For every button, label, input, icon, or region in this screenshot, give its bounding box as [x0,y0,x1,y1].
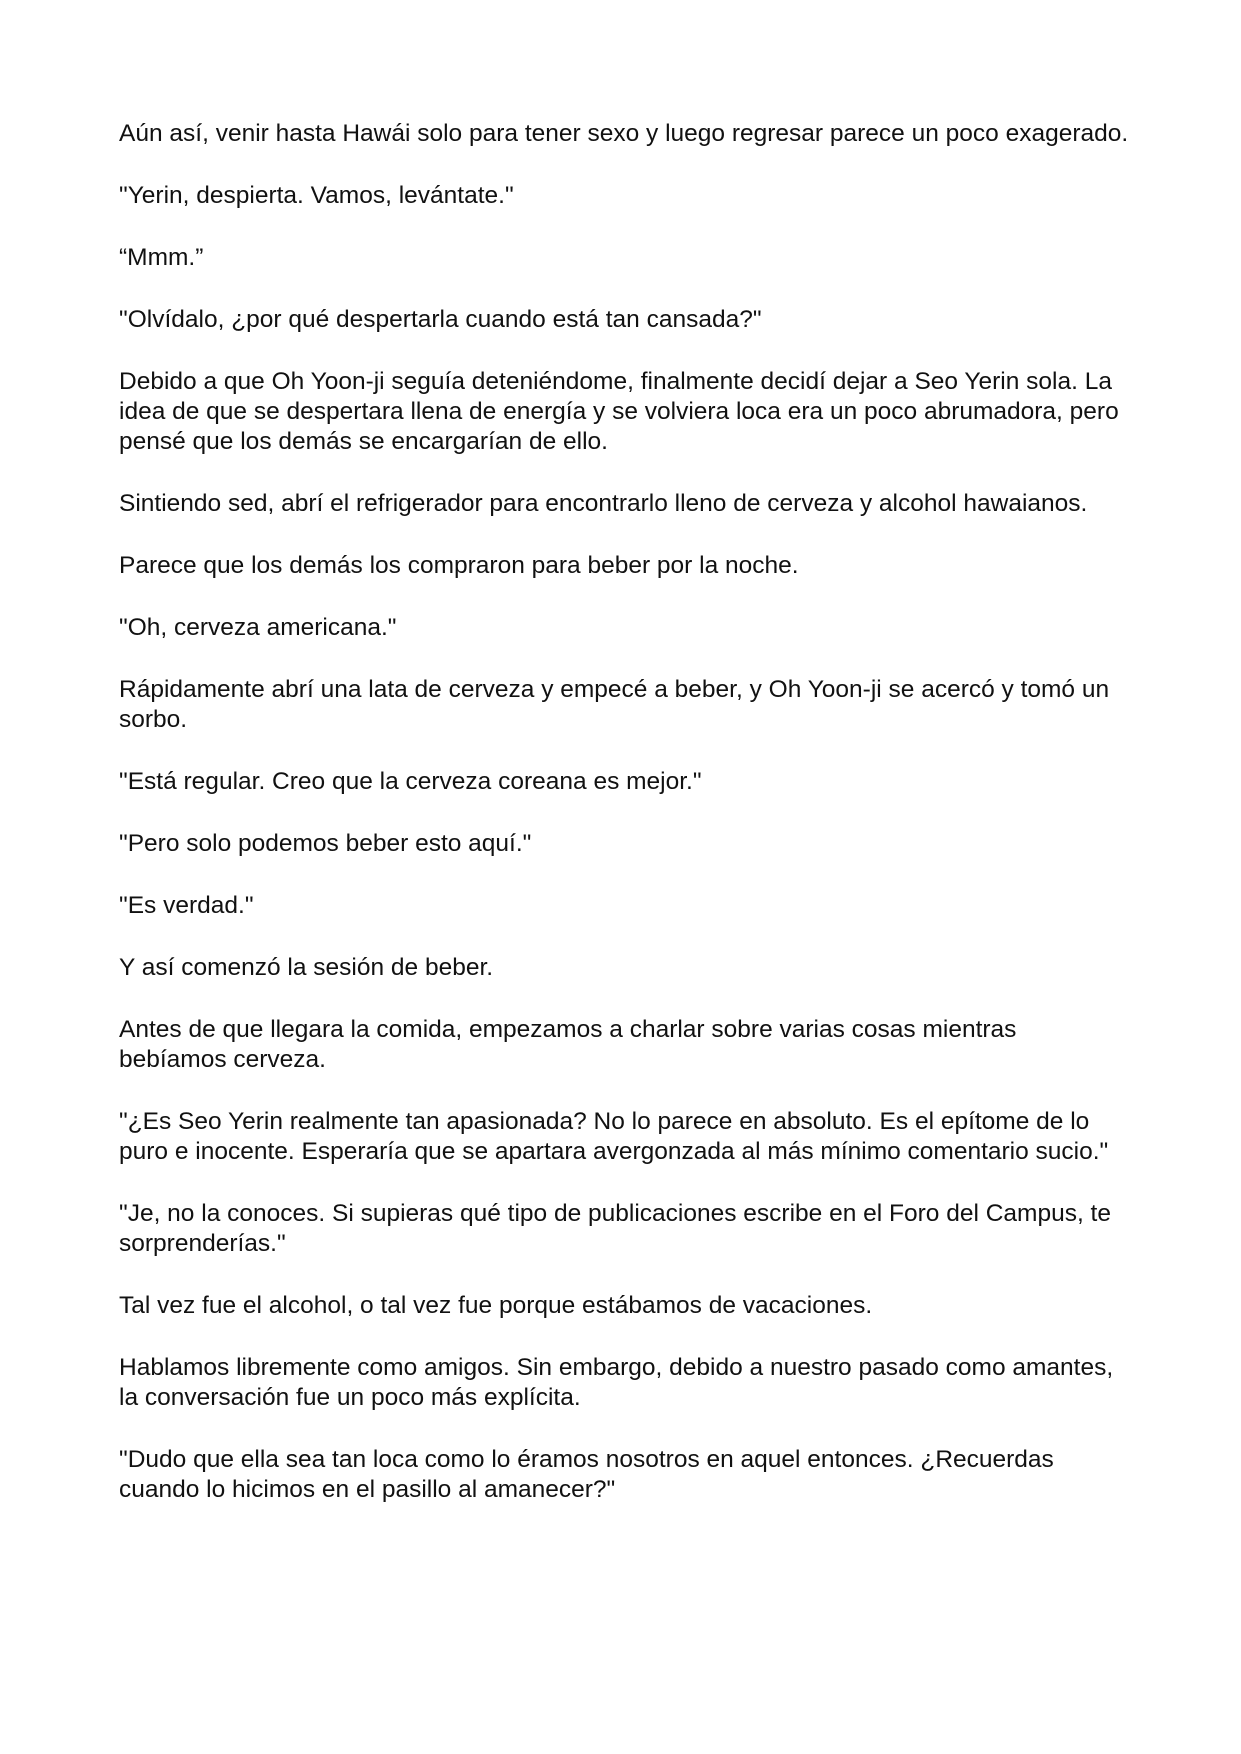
paragraph: Aún así, venir hasta Hawái solo para tener sexo y luego regresar parece un poco exagerado. [119,120,1129,147]
paragraph: "Oh, cerveza americana." [119,614,397,641]
paragraph: "Está regular. Creo que la cerveza coreana es mejor." [119,768,702,795]
paragraph: Sintiendo sed, abrí el refrigerador para encontrarlo lleno de cerveza y alcohol hawaianos. [119,490,1088,517]
paragraph: Debido a que Oh Yoon-ji seguía deteniéndome, finalmente decidí dejar a Seo Yerin sola. La idea de que se despertara llena de energía y se volviera loca era un poco abrumadora, pero pensé que los demás se encargarían de ello. [119,368,1119,455]
paragraph: Antes de que llegara la comida, empezamos a charlar sobre varias cosas mientras bebíamos cerveza. [119,1016,1017,1073]
paragraph: "Je, no la conoces. Si supieras qué tipo de publicaciones escribe en el Foro del Campus, te sorprenderías." [119,1200,1111,1257]
paragraph: Parece que los demás los compraron para beber por la noche. [119,552,799,579]
paragraph: "Yerin, despierta. Vamos, levántate." [119,182,514,209]
paragraph: "Olvídalo, ¿por qué despertarla cuando está tan cansada?" [119,306,762,333]
paragraph: "Dudo que ella sea tan loca como lo éramos nosotros en aquel entonces. ¿Recuerdas cuando lo hicimos en el pasillo al amanecer?" [119,1446,1054,1503]
paragraph: Tal vez fue el alcohol, o tal vez fue porque estábamos de vacaciones. [119,1292,873,1319]
paragraph: "Es verdad." [119,892,254,919]
paragraph: Y así comenzó la sesión de beber. [119,954,494,981]
paragraph: “Mmm.” [119,244,204,271]
paragraph: "Pero solo podemos beber esto aquí." [119,830,532,857]
document-body [119,119,1129,1537]
paragraph: "¿Es Seo Yerin realmente tan apasionada? No lo parece en absoluto. Es el epítome de lo puro e inocente. Esperaría que se apartara avergonzada al más mínimo comentario sucio." [119,1108,1109,1165]
paragraph: Hablamos libremente como amigos. Sin embargo, debido a nuestro pasado como amantes, la conversación fue un poco más explícita. [119,1354,1114,1411]
paragraph: Rápidamente abrí una lata de cerveza y empecé a beber, y Oh Yoon-ji se acercó y tomó un sorbo. [119,676,1110,733]
